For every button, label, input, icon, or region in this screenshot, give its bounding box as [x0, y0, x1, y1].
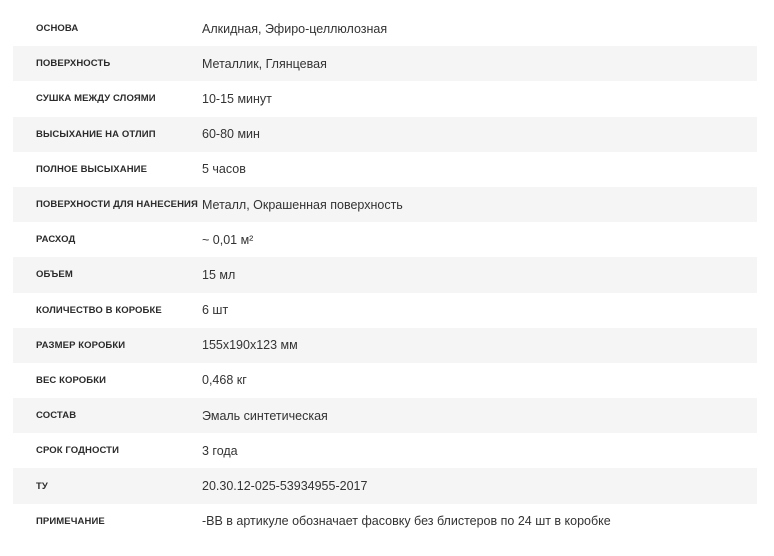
- spec-label: СОСТАВ: [36, 410, 77, 422]
- spec-row-full-drying: [13, 152, 757, 187]
- spec-row-composition: [13, 398, 757, 433]
- spec-label: ТУ: [36, 480, 48, 492]
- spec-value: ~ 0,01 м²: [202, 232, 254, 247]
- spec-value: Металл, Окрашенная поверхность: [202, 197, 403, 212]
- spec-value: 15 мл: [202, 267, 236, 282]
- spec-row-volume: [13, 257, 757, 292]
- spec-label: ОСНОВА: [36, 23, 79, 35]
- spec-label: ПОВЕРХНОСТИ ДЛЯ НАНЕСЕНИЯ: [36, 199, 198, 211]
- spec-label: ПРИМЕЧАНИЕ: [36, 515, 105, 527]
- spec-label: РАЗМЕР КОРОБКИ: [36, 339, 126, 351]
- spec-row-shelf-life: [13, 433, 757, 468]
- spec-label: ВЫСЫХАНИЕ НА ОТЛИП: [36, 128, 156, 140]
- spec-row-base: [13, 11, 757, 46]
- spec-row-box-weight: [13, 363, 757, 398]
- spec-label: ВЕС КОРОБКИ: [36, 374, 107, 386]
- spec-value: Эмаль синтетическая: [202, 408, 328, 423]
- spec-label: ОБЪЕМ: [36, 269, 73, 281]
- spec-value: 10-15 минут: [202, 91, 272, 106]
- spec-label: РАСХОД: [36, 234, 76, 246]
- spec-value: 6 шт: [202, 303, 229, 318]
- spec-row-note: [13, 504, 757, 539]
- spec-value: Металлик, Глянцевая: [202, 56, 327, 71]
- specifications-table: [13, 11, 757, 539]
- spec-label: КОЛИЧЕСТВО В КОРОБКЕ: [36, 304, 162, 316]
- spec-value: 0,468 кг: [202, 373, 247, 388]
- spec-label: ПОЛНОЕ ВЫСЫХАНИЕ: [36, 163, 148, 175]
- spec-row-surface: [13, 46, 757, 81]
- spec-row-quantity-per-box: [13, 293, 757, 328]
- spec-row-drying-between-coats: [13, 81, 757, 116]
- spec-value: -BB в артикуле обозначает фасовку без блистеров по 24 шт в коробке: [202, 514, 611, 529]
- spec-value: 20.30.12-025-53934955-2017: [202, 479, 368, 494]
- spec-label: СРОК ГОДНОСТИ: [36, 445, 119, 457]
- spec-label: ПОВЕРХНОСТЬ: [36, 58, 111, 70]
- spec-value: 5 часов: [202, 162, 246, 177]
- spec-row-box-size: [13, 328, 757, 363]
- spec-row-application-surfaces: [13, 187, 757, 222]
- spec-label: СУШКА МЕЖДУ СЛОЯМИ: [36, 93, 156, 105]
- spec-value: 60-80 мин: [202, 127, 260, 142]
- spec-row-tech-spec: [13, 468, 757, 503]
- spec-value: 3 года: [202, 443, 238, 458]
- spec-value: Алкидная, Эфиро-целлюлозная: [202, 21, 388, 36]
- spec-value: 155x190x123 мм: [202, 338, 298, 353]
- spec-row-consumption: [13, 222, 757, 257]
- spec-row-tack-free: [13, 117, 757, 152]
